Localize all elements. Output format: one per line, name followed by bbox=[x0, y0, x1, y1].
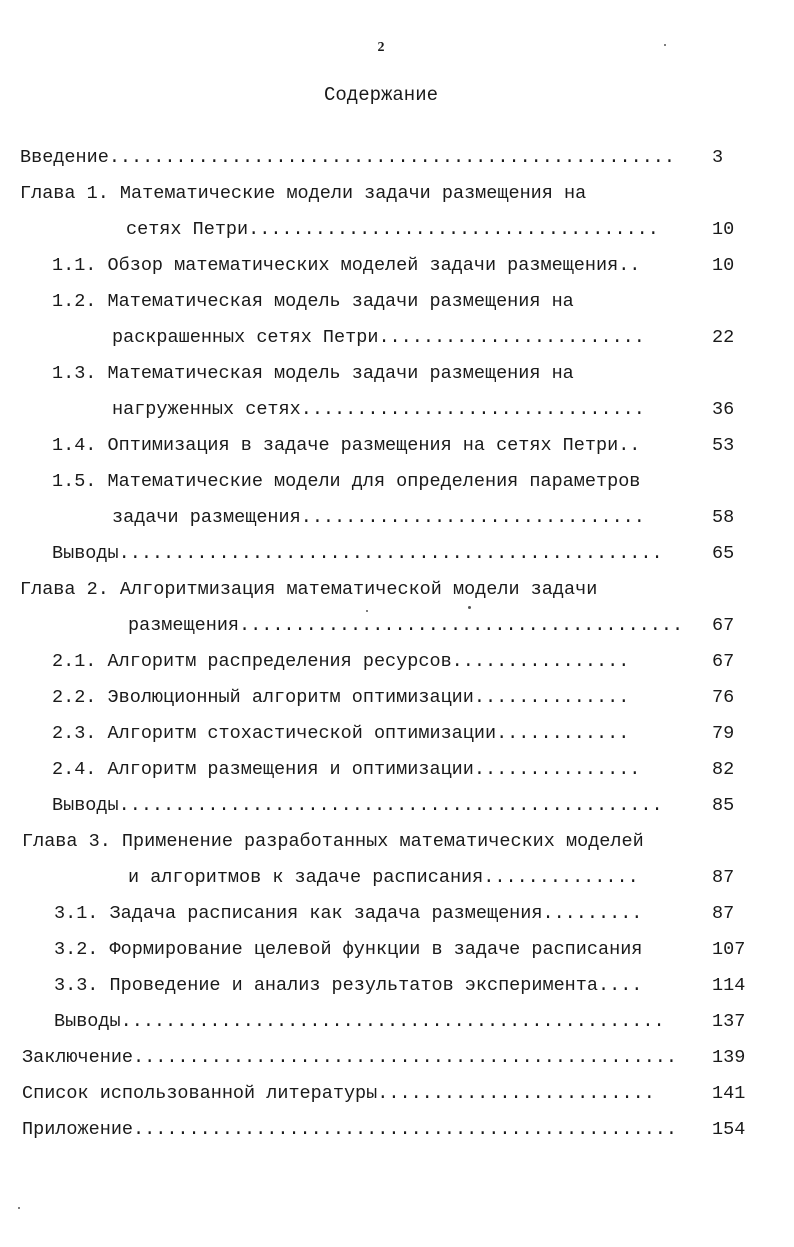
toc-entry-title: раскрашенных сетях Петри........................ bbox=[112, 327, 645, 348]
toc-entry-page: 85 bbox=[712, 795, 735, 816]
toc-entry-title: и алгоритмов к задаче расписания.............. bbox=[128, 867, 639, 888]
toc-entry-title: Введение................................................... bbox=[20, 147, 676, 168]
toc-entry-title: Выводы................................................. bbox=[54, 1011, 665, 1032]
toc-entry-page: 10 bbox=[712, 255, 735, 276]
toc-entry-title: размещения........................................ bbox=[128, 615, 684, 636]
toc-entry-title: 1.4. Оптимизация в задаче размещения на сетях Петри.. bbox=[52, 435, 641, 456]
scan-speck bbox=[664, 44, 666, 46]
toc-entry-title: Приложение................................................. bbox=[22, 1119, 678, 1140]
toc-entry-title: 3.3. Проведение и анализ результатов эксперимента.... bbox=[54, 975, 643, 996]
toc-entry-page: 87 bbox=[712, 903, 735, 924]
toc-entry-page: 137 bbox=[712, 1011, 746, 1032]
toc-entry-title: 2.1. Алгоритм распределения ресурсов................ bbox=[52, 651, 630, 672]
toc-entry-page: 3 bbox=[712, 147, 724, 168]
toc-entry-title: Глава 1. Математические модели задачи размещения на bbox=[20, 183, 587, 204]
toc-entry-title: Выводы................................................. bbox=[52, 795, 663, 816]
toc-entry-page: 58 bbox=[712, 507, 735, 528]
toc-entry-page: 79 bbox=[712, 723, 735, 744]
toc-entry-page: 82 bbox=[712, 759, 735, 780]
toc-entry-page: 141 bbox=[712, 1083, 746, 1104]
toc-entry-title: 1.3. Математическая модель задачи размещения на bbox=[52, 363, 574, 384]
page-number: 2 bbox=[377, 40, 385, 55]
toc-entry-title: Список использованной литературы......................... bbox=[22, 1083, 655, 1104]
toc-entry-page: 139 bbox=[712, 1047, 746, 1068]
toc-entry-title: 3.2. Формирование целевой функции в задаче расписания bbox=[54, 939, 643, 960]
toc-entry-title: Заключение................................................. bbox=[22, 1047, 678, 1068]
page-title: Содержание bbox=[323, 84, 439, 106]
toc-entry-page: 154 bbox=[712, 1119, 746, 1140]
toc-entry-title: 1.5. Математические модели для определения параметров bbox=[52, 471, 641, 492]
toc-entry-title: 2.2. Эволюционный алгоритм оптимизации.............. bbox=[52, 687, 630, 708]
toc-entry-page: 67 bbox=[712, 651, 735, 672]
toc-entry-page: 76 bbox=[712, 687, 735, 708]
toc-entry-title: Глава 2. Алгоритмизация математической модели задачи bbox=[20, 579, 598, 600]
toc-entry-page: 114 bbox=[712, 975, 746, 996]
toc-entry-title: Выводы................................................. bbox=[52, 543, 663, 564]
toc-entry-title: 2.4. Алгоритм размещения и оптимизации............... bbox=[52, 759, 641, 780]
scan-speck bbox=[18, 1207, 20, 1209]
toc-entry-page: 87 bbox=[712, 867, 735, 888]
toc-entry-title: нагруженных сетях............................... bbox=[112, 399, 645, 420]
scan-speck bbox=[366, 610, 368, 612]
toc-entry-page: 67 bbox=[712, 615, 735, 636]
toc-entry-title: 1.2. Математическая модель задачи размещения на bbox=[52, 291, 574, 312]
toc-entry-page: 65 bbox=[712, 543, 735, 564]
toc-entry-page: 107 bbox=[712, 939, 746, 960]
toc-entry-title: 2.3. Алгоритм стохастической оптимизации............ bbox=[52, 723, 630, 744]
toc-entry-title: 1.1. Обзор математических моделей задачи размещения.. bbox=[52, 255, 641, 276]
toc-entry-page: 22 bbox=[712, 327, 735, 348]
scan-speck bbox=[468, 606, 471, 609]
toc-entry-page: 53 bbox=[712, 435, 735, 456]
toc-entry-title: 3.1. Задача расписания как задача размещения......... bbox=[54, 903, 643, 924]
toc-entry-title: задачи размещения............................... bbox=[112, 507, 645, 528]
toc-entry-title: сетях Петри..................................... bbox=[126, 219, 659, 240]
toc-entry-page: 36 bbox=[712, 399, 735, 420]
toc-entry-title: Глава 3. Применение разработанных математических моделей bbox=[22, 831, 644, 852]
toc-entry-page: 10 bbox=[712, 219, 735, 240]
